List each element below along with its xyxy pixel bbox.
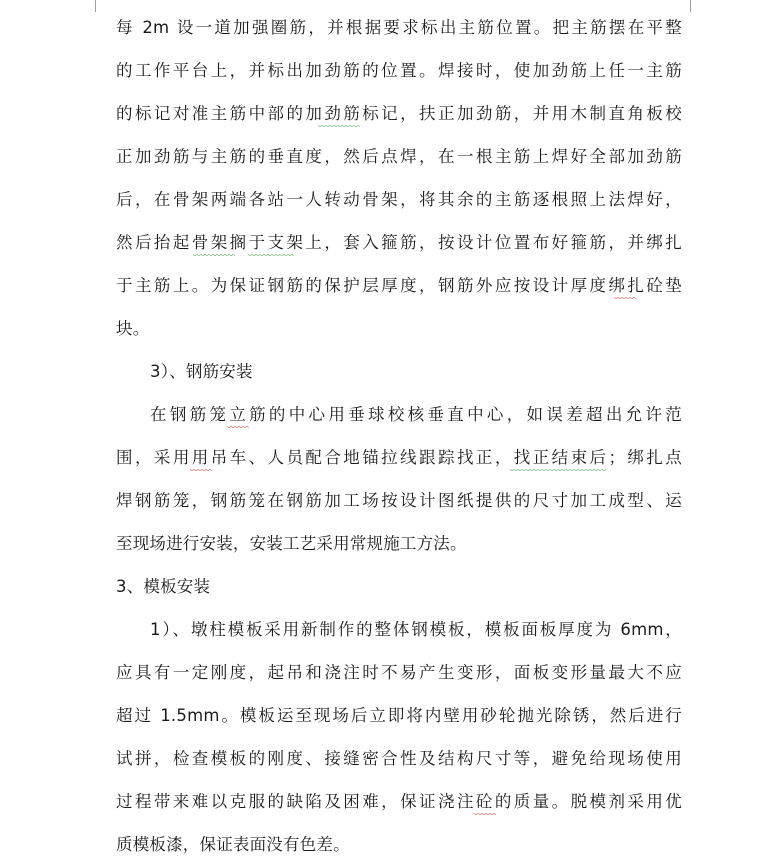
paragraph-line: 块。 xyxy=(116,319,150,338)
paragraph-line: 的工作平台上，并标出加劲筋的位置。焊接时，使加劲筋上任一主筋 xyxy=(116,61,682,80)
section-heading: 3、模板安装 xyxy=(116,577,211,596)
grammar-underline xyxy=(318,125,360,128)
spelling-underline xyxy=(614,297,636,300)
paragraph-line: 至现场进行安装，安装工艺采用常规施工方法。 xyxy=(116,534,467,553)
paragraph-line: 质模板漆，保证表面没有色差。 xyxy=(116,835,350,854)
right-margin-corner-mark xyxy=(690,0,703,12)
left-margin-corner-mark xyxy=(83,0,96,12)
paragraph-line: 焊钢筋笼，钢筋笼在钢筋加工场按设计图纸提供的尺寸加工成型、运 xyxy=(116,491,682,510)
paragraph-line: 在钢筋笼立筋的中心用垂球校核垂直中心，如误差超出允许范 xyxy=(150,405,682,424)
paragraph-line: 正加劲筋与主筋的垂直度，然后点焊，在一根主筋上焊好全部加劲筋 xyxy=(116,147,682,166)
paragraph-line: 应具有一定刚度，起吊和浇注时不易产生变形，面板变形量最大不应 xyxy=(116,663,682,682)
spelling-underline xyxy=(227,426,249,429)
paragraph-line: 每 2m 设一道加强圈筋，并根据要求标出主筋位置。把主筋摆在平整 xyxy=(116,18,682,37)
grammar-underline xyxy=(193,254,235,257)
paragraph-line: 的标记对准主筋中部的加劲筋标记，扶正加劲筋，并用木制直角板校 xyxy=(116,104,682,123)
paragraph-line: 于主筋上。为保证钢筋的保护层厚度，钢筋外应按设计厚度绑扎砼垫 xyxy=(116,276,682,295)
paragraph-line: 围，采用用吊车、人员配合地锚拉线跟踪找正，找正结束后；绑扎点 xyxy=(116,448,682,467)
paragraph-line: 过程带来难以克服的缺陷及困难，保证浇注砼的质量。脱模剂采用优 xyxy=(116,792,682,811)
spelling-underline xyxy=(474,813,496,816)
paragraph-line: 后，在骨架两端各站一人转动骨架，将其余的主筋逐根照上法焊好， xyxy=(116,190,682,209)
grammar-underline xyxy=(248,254,294,257)
paragraph-line: 然后抬起骨架搁于支架上，套入箍筋，按设计位置布好箍筋，并绑扎 xyxy=(116,233,682,252)
paragraph-line: 试拼，检查模板的刚度、接缝密合性及结构尺寸等，避免给现场使用 xyxy=(116,749,682,768)
grammar-underline xyxy=(510,469,606,472)
section-heading: 3）、钢筋安装 xyxy=(150,362,253,381)
paragraph-line: 1）、墩柱模板采用新制作的整体钢模板，模板面板厚度为 6mm， xyxy=(150,620,682,639)
spelling-underline xyxy=(190,469,212,472)
paragraph-line: 超过 1.5mm。模板运至现场后立即将内壁用砂轮抛光除锈，然后进行 xyxy=(116,706,682,725)
